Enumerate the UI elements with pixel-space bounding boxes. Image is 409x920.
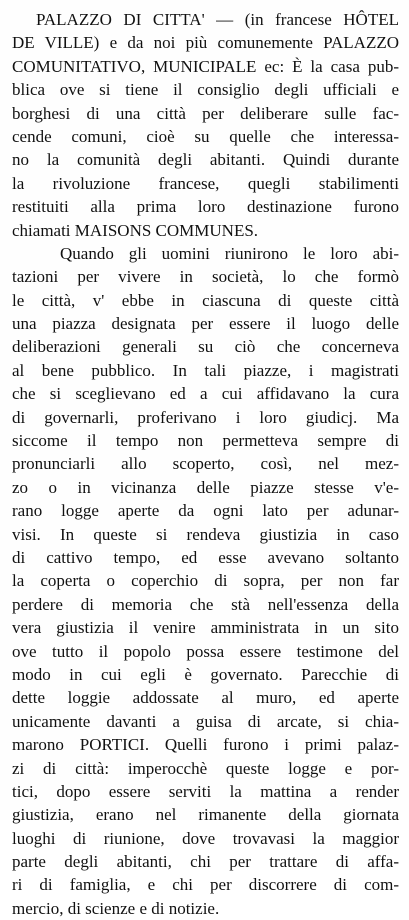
text-line: luoghi di riunione, dove trovavasi la maggior (12, 828, 399, 848)
text-line: siccome il tempo non permetteva sempre di (12, 431, 399, 451)
text-line: borghesi di una città per deliberare sulle fac- (12, 103, 399, 123)
text-line: modo in cui egli è governato. Parecchie di (12, 664, 399, 684)
text-line: parte degli abitanti, chi per trattare di affa- (12, 852, 399, 872)
text-line: vera giustizia il venire amministrata in un sito (12, 618, 399, 638)
text-line: PALAZZO DI CITTA' — (in francese HÔTEL (36, 10, 399, 29)
text-line: dette loggie addossate al muro, ed aperte (12, 688, 399, 708)
text-line: tici, dopo essere serviti la mattina a render (12, 781, 399, 801)
text-line: DE VILLE) e da noi più comunemente PALAZZO (12, 33, 399, 53)
text-line: perdere di memoria che stà nell'essenza della (12, 594, 399, 614)
text-line: cende comuni, cioè su quelle che interessa- (12, 126, 399, 146)
text-line: tazioni per vivere in società, lo che formò (12, 267, 399, 287)
paragraph-palazzo-definition (12, 8, 399, 242)
text-line: restituiti alla prima loro destinazione furono (12, 197, 399, 217)
text-line: di cattivo tempo, ed esse avevano soltanto (12, 547, 399, 567)
text-line: che si sceglievano ed a cui affidavano la cura (12, 384, 399, 404)
text-line: COMUNITATIVO, MUNICIPALE ec: È la casa pub- (12, 56, 399, 76)
text-line: ri di famiglia, e chi per discorrere di com- (12, 875, 399, 895)
text-line: rano logge aperte da ogni lato per adunar- (12, 501, 399, 521)
text-line: mercio, di scienze e di notizie. (12, 898, 220, 918)
text-line: le città, v' ebbe in ciascuna di queste città (12, 290, 399, 310)
text-line: pronunciarli allo scoperto, così, nel mez- (12, 454, 399, 474)
text-line: no la comunità degli abitanti. Quindi durante (12, 150, 399, 170)
text-line: la rivoluzione francese, quegli stabilimenti (12, 173, 399, 193)
text-line: blica ove si tiene il consiglio degli ufficiali e (12, 80, 399, 100)
text-line: deliberazioni generali su ciò che concerneva (12, 337, 399, 357)
text-line: al bene pubblico. In tali piazze, i magistrati (12, 360, 399, 380)
text-line: di governarli, proferivano i loro giudicj. Ma (12, 407, 399, 427)
text-line: ove tutto il popolo possa essere testimone del (12, 641, 399, 661)
text-line: una piazza designata per essere il luogo delle (12, 314, 399, 334)
text-line: unicamente davanti a guisa di arcate, si chia- (12, 711, 399, 731)
text-line: zo o in vicinanza delle piazze stesse v'e- (12, 477, 399, 497)
text-line: giustizia, erano nel rimanente della giornata (12, 805, 399, 825)
text-line: la coperta o coperchio di sopra, per non far (12, 571, 399, 591)
text-line: Quando gli uomini riunirono le loro abi- (60, 243, 399, 263)
paragraph-history (12, 242, 399, 920)
text-line: visi. In queste si rendeva giustizia in caso (12, 524, 399, 544)
text-line: chiamati MAISONS COMMUNES. (12, 220, 259, 240)
text-line: zi di città: imperocchè queste logge e por- (12, 758, 399, 778)
text-line: marono PORTICI. Quelli furono i primi palaz- (12, 735, 399, 755)
